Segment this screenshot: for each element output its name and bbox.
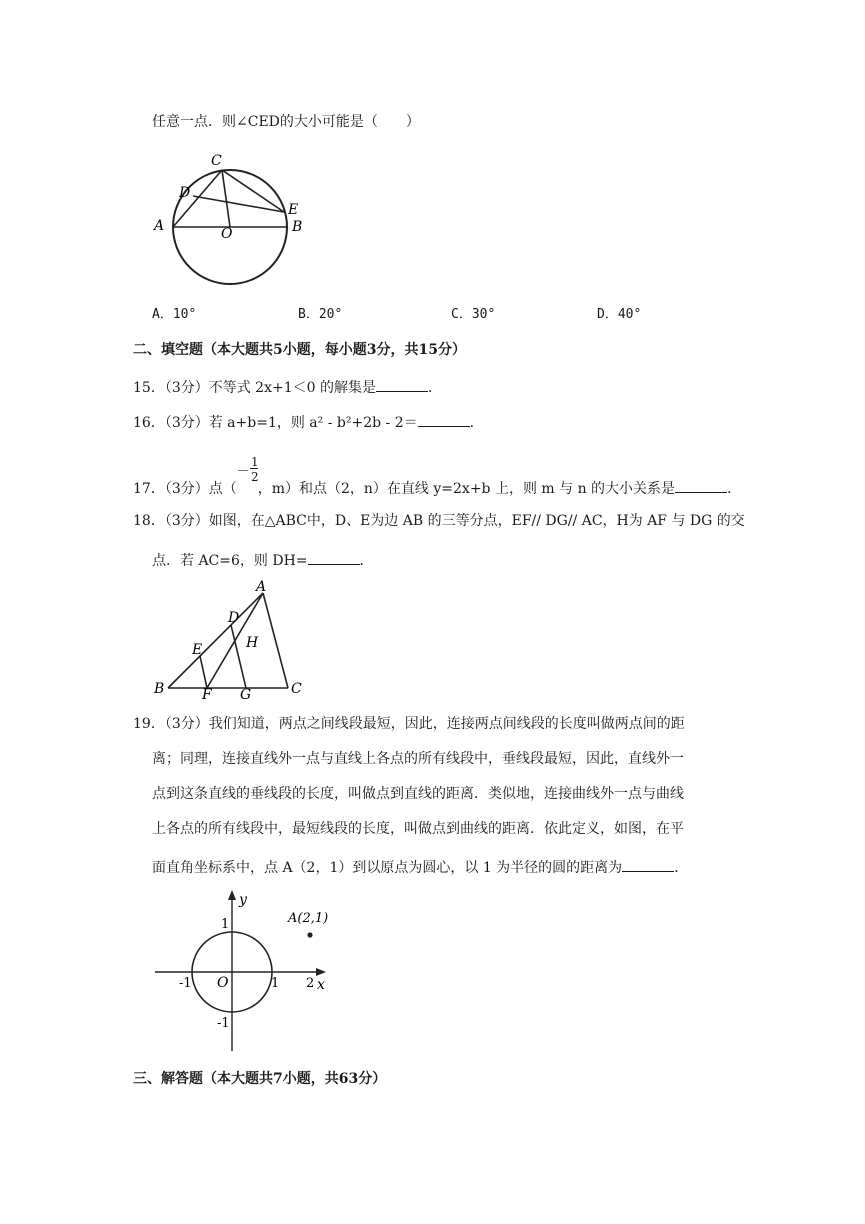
tick-x-neg1: -1 bbox=[179, 976, 192, 991]
tick-y-neg1: -1 bbox=[217, 1016, 230, 1031]
q16-answer-blank bbox=[418, 412, 470, 427]
q17-text-a: 17．（3分）点（ bbox=[133, 481, 237, 497]
origin-label: O bbox=[217, 975, 229, 991]
q19-period: ． bbox=[674, 860, 689, 876]
question-19-line-4: 上各点的所有线段中，最短线段的长度，叫做点到曲线的距离．依此定义，如图，在平 bbox=[152, 821, 684, 837]
q15-text: 15．（3分）不等式 2x+1＜0 的解集是 bbox=[133, 380, 376, 396]
question-18-line-2 bbox=[152, 550, 374, 568]
option-c: C．30° bbox=[451, 307, 496, 322]
question-19-line-3: 点到这条直线的垂线段的长度，叫做点到直线的距离．类似地，连接曲线外一点与曲线 bbox=[152, 786, 684, 802]
label-B: B bbox=[154, 681, 165, 697]
q19-text: 面直角坐标系中，点 A（2，1）到以原点为圆心，以 1 为半径的圆的距离为 bbox=[152, 860, 623, 876]
label-C: C bbox=[211, 153, 222, 169]
q14-text: 任意一点．则∠CED的大小可能是（ ） bbox=[152, 114, 420, 130]
label-A: A bbox=[154, 218, 165, 234]
option-b: B．20° bbox=[298, 307, 343, 322]
question-19-line-5 bbox=[152, 857, 688, 875]
fraction-denominator: 2 bbox=[251, 470, 259, 484]
q19-answer-blank bbox=[622, 857, 674, 872]
label-O: O bbox=[221, 226, 233, 242]
q16-text: 16．（3分）若 a+b=1，则 a² - b²+2b - 2＝ bbox=[133, 415, 418, 431]
figure-circle bbox=[150, 150, 320, 290]
q18-answer-blank bbox=[308, 550, 360, 565]
q17-answer-blank bbox=[675, 478, 727, 493]
q15-answer-blank bbox=[376, 377, 428, 392]
tick-y-1: 1 bbox=[221, 917, 230, 932]
figure-triangle bbox=[150, 575, 310, 700]
section-2-heading: 二、填空题（本大题共5小题，每小题3分，共15分） bbox=[133, 342, 466, 358]
label-F: F bbox=[202, 687, 212, 700]
section-3-heading: 三、解答题（本大题共7小题，共63分） bbox=[133, 1071, 387, 1087]
figure-coordinate-plane bbox=[150, 885, 340, 1055]
label-H: H bbox=[246, 635, 259, 651]
q17-text-b: ，m）和点（2，n）在直线 y=2x+b 上，则 m 与 n 的大小关系是 bbox=[257, 481, 676, 497]
label-E: E bbox=[288, 202, 299, 218]
question-19-line-2: 离；同理，连接直线外一点与直线上各点的所有线段中，垂线段最短，因此，直线外一 bbox=[152, 751, 684, 767]
fraction-numerator: 1 bbox=[251, 455, 259, 469]
q18-period: ． bbox=[359, 553, 374, 569]
label-E: E bbox=[192, 642, 203, 658]
question-18-line-1: 18．（3分）如图，在△ABC中，D、E为边 AB 的三等分点，EF// DG// AC，H为 AF 与 DG 的交 bbox=[133, 513, 745, 529]
question-16 bbox=[133, 412, 484, 430]
tick-x-1: 1 bbox=[271, 976, 280, 991]
label-A: A bbox=[256, 579, 267, 595]
q17-period: ． bbox=[727, 481, 742, 497]
label-D: D bbox=[179, 185, 191, 201]
label-B: B bbox=[292, 219, 303, 235]
q18-text: 点．若 AC=6，则 DH= bbox=[152, 553, 308, 569]
option-a: A．10° bbox=[152, 307, 197, 322]
label-C: C bbox=[291, 681, 302, 697]
axis-label-y: y bbox=[239, 892, 247, 908]
point-a-label: A(2,1) bbox=[288, 911, 329, 926]
question-15 bbox=[133, 377, 442, 395]
option-d: D．40° bbox=[597, 307, 642, 322]
label-G: G bbox=[240, 687, 252, 700]
q16-period: ． bbox=[469, 415, 484, 431]
q15-period: ． bbox=[427, 380, 442, 396]
question-17 bbox=[133, 478, 741, 496]
label-D: D bbox=[228, 610, 240, 626]
question-19-line-1: 19．（3分）我们知道，两点之间线段最短，因此，连接两点间线段的长度叫做两点间的距 bbox=[133, 716, 685, 732]
tick-x-2: 2 bbox=[306, 976, 315, 991]
axis-label-x: x bbox=[317, 977, 325, 993]
fraction-sign: － bbox=[236, 464, 250, 480]
